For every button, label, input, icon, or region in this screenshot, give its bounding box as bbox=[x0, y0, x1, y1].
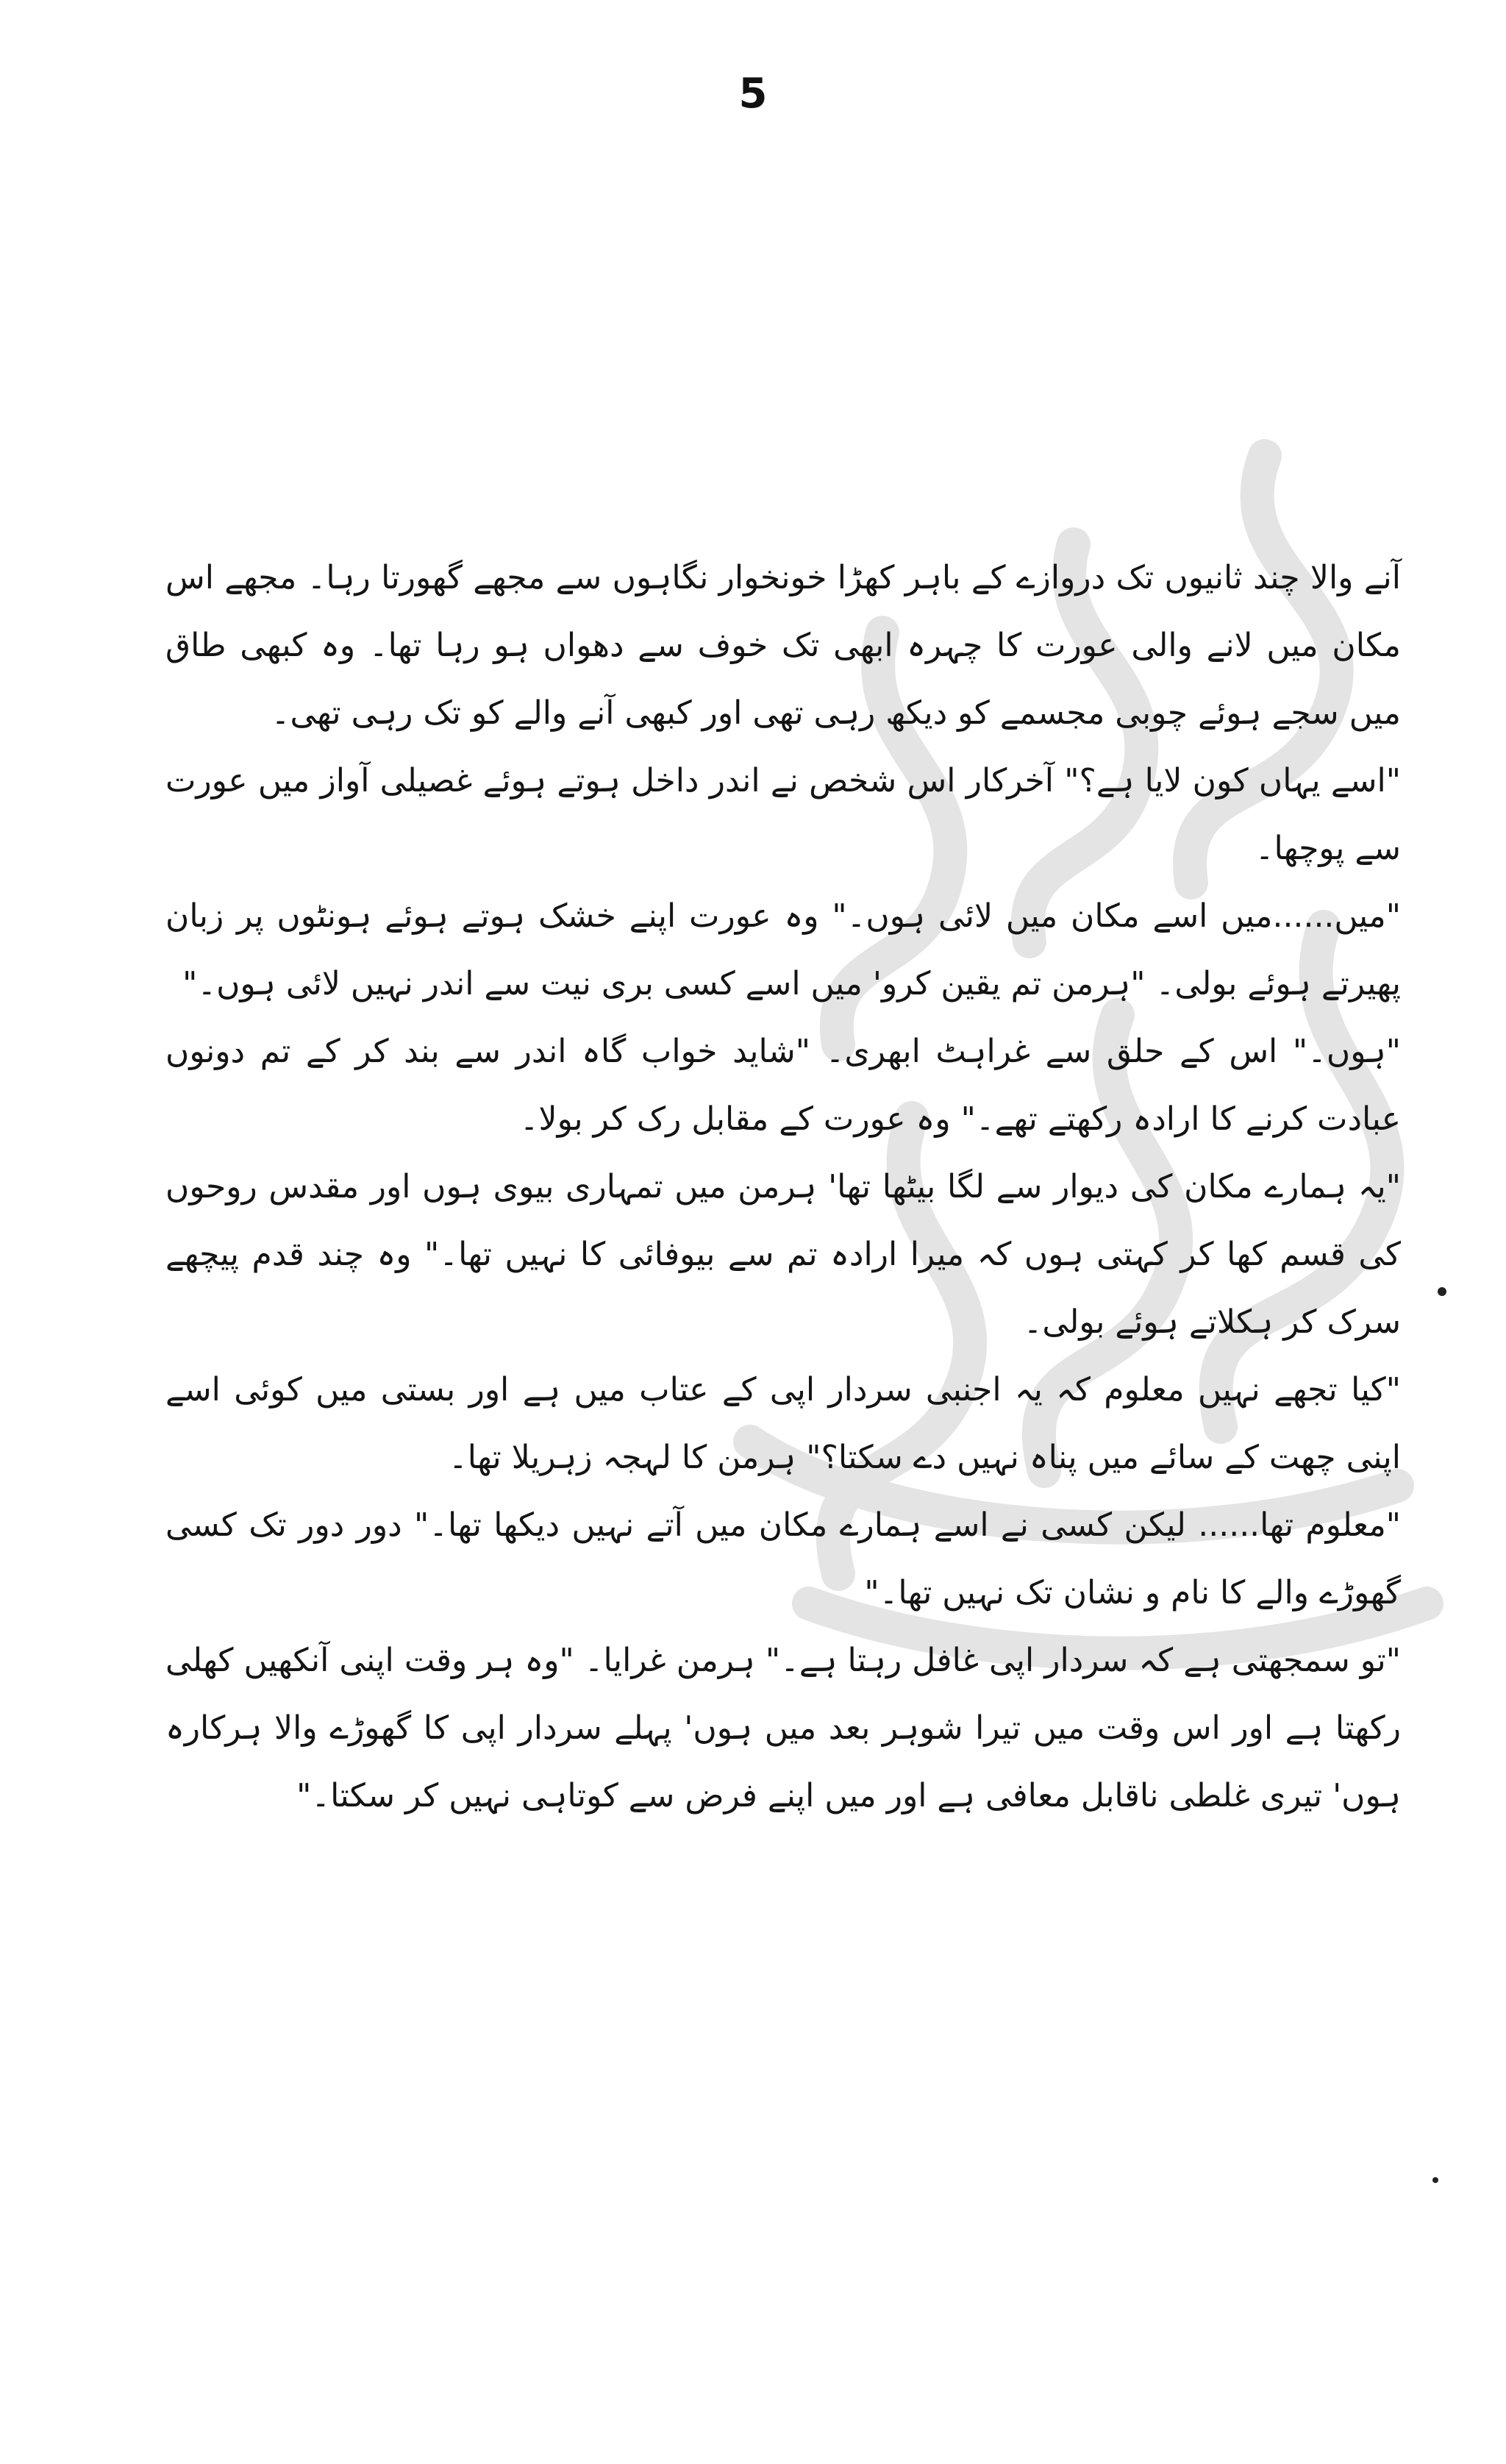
paragraph-4: "ہوں۔" اس کے حلق سے غراہٹ ابھری۔ "شاید خواب گاہ اندر سے بند کر کے تم دونوں عبادت کرنے کا ارادہ رکھتے تھے۔" وہ عورت کے مقابل رک کر بولا۔ bbox=[165, 1033, 1401, 1138]
paragraph-7: "معلوم تھا...... لیکن کسی نے اسے ہمارے مکان میں آتے نہیں دیکھا تھا۔" دور دور تک کسی گھوڑے والے کا نام و نشان تک نہیں تھا۔" bbox=[165, 1506, 1401, 1612]
margin-dot bbox=[1432, 2177, 1438, 2183]
paragraph-3: "میں......میں اسے مکان میں لائی ہوں۔" وہ عورت اپنے خشک ہوتے ہوئے ہونٹوں پر زبان پھیرتے ہوئے بولی۔ "ہرمن تم یقین کرو' میں اسے کسی بری نیت سے اندر نہیں لائی ہوں۔" bbox=[165, 897, 1401, 1003]
paragraph-2: "اسے یہاں کون لایا ہے؟" آخرکار اس شخص نے اندر داخل ہوتے ہوئے غصیلی آواز میں عورت سے پوچھا۔ bbox=[165, 762, 1401, 867]
paragraph-1: آنے والا چند ثانیوں تک دروازے کے باہر کھڑا خونخوار نگاہوں سے مجھے گھورتا رہا۔ مجھے اس مکان میں لانے والی عورت کا چہرہ ابھی تک خوف سے دھواں ہو رہا تھا۔ وہ کبھی طاق میں سجے ہوئے چوبی مجسمے کو دیکھ رہی تھی اور کبھی آنے والے کو تک رہی تھی۔ bbox=[165, 559, 1401, 732]
paragraph-8: "تو سمجھتی ہے کہ سردار اپی غافل رہتا ہے۔" ہرمن غرایا۔ "وہ ہر وقت اپنی آنکھیں کھلی رکھتا ہے اور اس وقت میں تیرا شوہر بعد میں ہوں' پہلے سردار اپی کا گھوڑے والا ہرکارہ ہوں' تیری غلطی ناقابل معافی ہے اور میں اپنے فرض سے کوتاہی نہیں کر سکتا۔" bbox=[165, 1642, 1401, 1815]
paragraph-6: "کیا تجھے نہیں معلوم کہ یہ اجنبی سردار اپی کے عتاب میں ہے اور بستی میں کوئی اسے اپنی چھت کے سائے میں پناہ نہیں دے سکتا؟" ہرمن کا لہجہ زہریلا تھا۔ bbox=[165, 1371, 1401, 1476]
margin-dot bbox=[1438, 1287, 1446, 1296]
page-body-text bbox=[165, 544, 1401, 1830]
paragraph-5: "یہ ہمارے مکان کی دیوار سے لگا بیٹھا تھا' ہرمن میں تمہاری بیوی ہوں اور مقدس روحوں کی قسم کھا کر کہتی ہوں کہ میرا ارادہ تم سے بیوفائی کا نہیں تھا۔" وہ چند قدم پیچھے سرک کر ہکلاتے ہوئے بولی۔ bbox=[165, 1168, 1402, 1341]
page-number: 5 bbox=[738, 70, 768, 118]
